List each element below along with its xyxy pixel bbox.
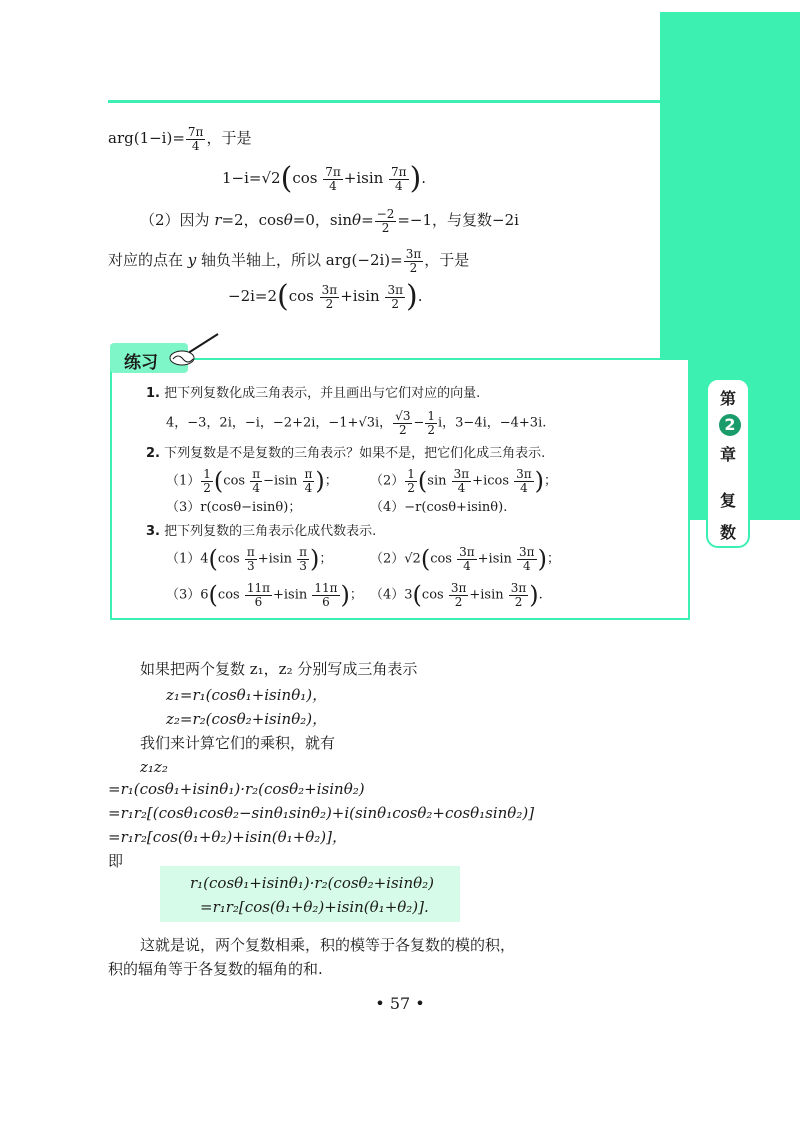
numerator: 7π: [325, 164, 341, 179]
text: cos: [430, 551, 457, 567]
numerator: 3π: [405, 247, 422, 261]
numerator: 3π: [453, 467, 470, 481]
denominator: 4: [394, 178, 403, 193]
text: ；: [544, 473, 558, 489]
text: +isin: [469, 587, 508, 603]
text: cos: [288, 287, 319, 305]
text: （4）3: [370, 587, 413, 603]
example-line-arg: [108, 126, 251, 152]
exercise-q1: [146, 386, 480, 402]
text: −2i=2: [228, 287, 278, 305]
text: ；: [324, 473, 338, 489]
page-number: • 57 •: [375, 994, 425, 1013]
denominator: 2: [407, 480, 415, 495]
denominator: 2: [454, 594, 463, 609]
numerator: π: [299, 545, 308, 559]
paren-right: ): [310, 545, 320, 574]
question-text: 把下列复数化成三角表示，并且画出与它们对应的向量.: [164, 386, 481, 401]
exercise-q2-4: （4）−r(cosθ+isinθ).: [370, 500, 508, 515]
exercise-q3: [146, 524, 376, 540]
paren-right: ): [529, 581, 539, 610]
numerator: 7π: [391, 164, 407, 179]
side-rule: [717, 160, 720, 370]
fraction: [250, 468, 262, 494]
exercise-q3-1: [166, 546, 332, 572]
text: cos: [217, 587, 244, 603]
var: θ: [283, 211, 293, 230]
example-line-trig-form: [222, 161, 427, 196]
body-compute: 我们来计算它们的乘积，就有: [140, 734, 336, 752]
chapter-title-char-2: 数: [719, 523, 736, 542]
fraction: [514, 468, 534, 494]
paren-right: ): [315, 467, 325, 496]
body-ji: 即: [108, 852, 124, 870]
numerator: 3π: [519, 545, 535, 559]
chapter-word-di: 第: [719, 389, 736, 408]
denominator: 4: [463, 558, 471, 573]
body-step-2: =r₁r₂[(cosθ₁cosθ₂−sinθ₁sinθ₂)+i(sinθ₁cosθ₂+cosθ₁sinθ₂)]: [108, 804, 535, 822]
example-line-part2: [140, 208, 519, 234]
denominator: 2: [409, 260, 418, 275]
conclusion-line-1: 这就是说，两个复数相乘，积的模等于各复数的模的积，: [140, 936, 516, 954]
denominator: 4: [329, 178, 337, 193]
denominator: 2: [514, 594, 523, 609]
numerator: √3: [395, 409, 411, 423]
fraction: [457, 546, 477, 572]
text: −isin: [263, 473, 302, 489]
fraction: [509, 582, 529, 608]
numerator: 11π: [314, 581, 338, 595]
fraction: [297, 546, 309, 572]
text: +isin: [257, 551, 297, 567]
example-line-result: [228, 279, 423, 314]
pen-icon: [168, 330, 224, 370]
fraction: [405, 468, 417, 494]
paren-right: ): [340, 581, 350, 610]
denominator: 4: [304, 480, 313, 495]
denominator: 4: [191, 138, 200, 153]
text: +isin: [340, 287, 385, 305]
question-number: 2.: [146, 446, 160, 461]
paren-left: (: [417, 467, 428, 496]
body-step-3: =r₁r₂[cos(θ₁+θ₂)+isin(θ₁+θ₂)]，: [108, 828, 348, 846]
chapter-title-char-1: 复: [719, 491, 736, 510]
body-z2: z₂=r₂(cosθ₂+isinθ₂)，: [166, 710, 328, 728]
fraction: [389, 166, 409, 192]
text: −: [413, 415, 425, 431]
text: =: [361, 211, 374, 230]
fraction: [320, 284, 340, 310]
fraction: [452, 468, 472, 494]
fraction: [303, 468, 315, 494]
chapter-tab: [706, 378, 750, 548]
question-text: 下列复数是不是复数的三角表示？如果不是，把它们化成三角表示.: [164, 446, 546, 461]
fraction: [201, 468, 213, 494]
denominator: 4: [457, 480, 466, 495]
numerator: 7π: [187, 125, 204, 139]
text: （1）: [166, 473, 201, 489]
numerator: 3π: [321, 282, 338, 297]
paren-left: (: [277, 279, 289, 314]
denominator: 2: [391, 296, 400, 311]
numerator: π: [252, 467, 261, 481]
denominator: 6: [322, 594, 330, 609]
question-number: 1.: [146, 386, 160, 401]
text: ；: [319, 551, 333, 567]
chapter-number-badge: 2: [719, 414, 741, 436]
text: .: [538, 587, 543, 603]
body-product-label: z₁z₂: [140, 758, 168, 776]
exercise-q2-2: [370, 468, 557, 494]
text: +isin: [343, 169, 389, 187]
paren-left: (: [208, 581, 218, 610]
example-line-axis: [108, 248, 469, 274]
text: 对应的点在: [108, 251, 188, 270]
text: ；: [546, 551, 560, 567]
text: 1−i=√2: [222, 169, 281, 187]
text: （2）√2: [370, 551, 421, 567]
chapter-word-zhang: 章: [719, 445, 736, 464]
question-text: 把下列复数的三角表示化成代数表示.: [164, 524, 377, 539]
text: cos: [223, 473, 250, 489]
denominator: 2: [325, 296, 334, 311]
text: （2）因为: [140, 211, 215, 230]
fraction: [312, 582, 339, 608]
numerator: π: [246, 545, 255, 559]
fraction: [323, 166, 343, 192]
exercise-label: 练习: [124, 353, 158, 373]
text: 轴负半轴上，所以 arg(−2i)=: [196, 251, 403, 270]
text: cos: [217, 551, 244, 567]
fraction: [245, 582, 272, 608]
text: ，于是: [206, 129, 252, 148]
denominator: 2: [381, 220, 390, 235]
result-line-2: =r₁r₂[cos(θ₁+θ₂)+isin(θ₁+θ₂)].: [200, 898, 429, 916]
denominator: 2: [203, 480, 211, 495]
exercise-q3-2: [370, 546, 560, 572]
text: ，于是: [424, 251, 470, 270]
numerator: 3π: [510, 581, 527, 595]
exercise-q1-items: [166, 410, 546, 436]
fraction: [393, 410, 412, 436]
text: cos: [421, 587, 448, 603]
text: =2，cos: [221, 211, 284, 230]
text: （3）6: [166, 587, 209, 603]
paren-left: (: [280, 161, 293, 196]
var: θ: [352, 211, 362, 230]
numerator: 1: [203, 467, 211, 481]
body-z1: z₁=r₁(cosθ₁+isinθ₁)，: [166, 686, 328, 704]
numerator: 3π: [459, 545, 475, 559]
exercise-q3-3: [166, 582, 363, 608]
result-line-1: r₁(cosθ₁+isinθ₁)·r₂(cosθ₂+isinθ₂): [190, 874, 435, 892]
header-rule: [108, 100, 660, 103]
text: =−1，与复数−2i: [397, 211, 519, 230]
text: +isin: [477, 551, 517, 567]
denominator: 4: [522, 558, 531, 573]
fraction: [517, 546, 537, 572]
text: （1）4: [166, 551, 209, 567]
conclusion-line-2: 积的辐角等于各复数的辐角的和.: [108, 960, 323, 978]
fraction: [425, 410, 437, 436]
denominator: 3: [299, 558, 307, 573]
fraction: [375, 208, 397, 234]
paren-right: ): [406, 279, 418, 314]
paren-left: (: [412, 581, 422, 610]
numerator: 1: [407, 467, 415, 481]
exercise-q2: [146, 446, 545, 462]
exercise-q2-3: （3）r(cosθ−isinθ)；: [166, 500, 302, 515]
fraction: [186, 126, 206, 152]
text: cos: [292, 169, 323, 187]
denominator: 2: [398, 422, 407, 437]
numerator: 3π: [516, 467, 532, 481]
denominator: 3: [246, 558, 255, 573]
paren-right: ): [534, 467, 545, 496]
header-curve: [640, 100, 723, 173]
numerator: −2: [376, 207, 395, 221]
text: =0，sin: [292, 211, 353, 230]
denominator: 4: [520, 480, 528, 495]
exercise-q2-1: [166, 468, 338, 494]
text: i，3−4i，−4+3i.: [438, 415, 547, 431]
numerator: 11π: [246, 581, 270, 595]
text: +isin: [273, 587, 312, 603]
numerator: 1: [427, 409, 435, 423]
fraction: [404, 248, 424, 274]
text: arg(1−i)=: [108, 129, 185, 148]
var: r: [214, 211, 222, 230]
paren-right: ): [537, 545, 547, 574]
denominator: 2: [427, 422, 435, 437]
text: 4，−3，2i，−i，−2+2i，−1+√3i，: [166, 415, 393, 431]
body-intro: 如果把两个复数 z₁，z₂ 分别写成三角表示: [140, 660, 418, 678]
question-number: 3.: [146, 524, 160, 539]
denominator: 4: [252, 480, 260, 495]
text: .: [421, 169, 427, 187]
numerator: π: [304, 467, 313, 481]
text: ；: [349, 587, 363, 603]
var: y: [187, 251, 197, 270]
numerator: 3π: [450, 581, 467, 595]
body-step-1: =r₁(cosθ₁+isinθ₁)·r₂(cosθ₂+isinθ₂): [108, 780, 365, 798]
text: +icos: [472, 473, 514, 489]
numerator: 3π: [387, 282, 404, 297]
text: sin: [427, 473, 451, 489]
fraction: [385, 284, 405, 310]
paren-left: (: [208, 545, 218, 574]
text: .: [417, 287, 423, 305]
fraction: [449, 582, 469, 608]
paren-left: (: [213, 467, 224, 496]
exercise-q3-4: [370, 582, 543, 608]
paren-left: (: [420, 545, 431, 574]
denominator: 6: [254, 594, 263, 609]
fraction: [245, 546, 257, 572]
text: （2）: [370, 473, 405, 489]
paren-right: ): [409, 161, 422, 196]
